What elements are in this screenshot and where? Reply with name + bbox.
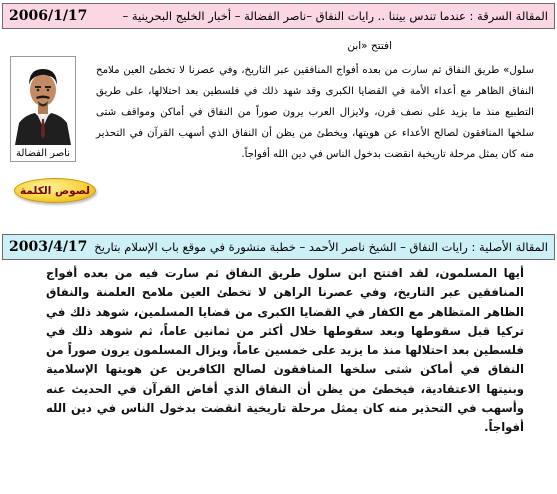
bottom-header-bar [2,234,555,260]
word-thieves-badge[interactable]: لصوص الكلمة [14,178,96,203]
bottom-header-date: 2003/4/17 [9,239,88,255]
original-article-text: أيها المسلمون، لقد افتتح ابن سلول طريق النفاق ثم سارت فيه من بعده أفواج المنافقين عبر التاريخ، وفي عصرنا الراهن لا تخطئ العين ملامح العلمنة والنفاق الظاهر المتظاهر مع الكفار في القضايا الكبرى من قضايا المسلمين، شوهد ذلك في تركيا قبل سقوطها وبعد سقوطها خلال أكثر من ثمانين عاماً، ثم شوهد ذلك في فلسطين بعد احتلالها منذ ما يزيد على خمسين عاماً، ويزال المسلمون يرون صوراً من النفاق في أماكن شتى سلخها المنافقون لصالح الكافرين عن هويتها الإسلامية وبنيتها الاعتقادية، فيخطئ من يظن أن النفاق الذي أفاض القرآن في الحديث عنه وأسهب في التحذير منه كان يمثل مرحلة تاريخية انقضت بدخول الناس في دين الله أفواجاً. [46,266,524,435]
bottom-header-title: المقالة الأصلية : رايات النفاق – الشيخ ناصر الأحمد – خطبة منشورة في موقع باب الإسلام بتاريخ [94,240,548,254]
author-photo [10,56,76,162]
top-header-bar [2,3,555,29]
top-header-title: المقالة السرقة : عندما تندس بيننا .. رايات النفاق –ناصر الفضالة – أخبار الخليج البحرينية – [122,9,548,23]
excerpt-intro: افتتح «ابن [347,40,392,52]
top-header-date: 2006/1/17 [9,8,88,24]
person-portrait-icon [11,57,75,145]
author-caption: ناصر الفضالة [15,148,71,159]
plagiarized-excerpt: سلول» طريق النفاق ثم سارت من بعده أفواج المنافقين عبر التاريخ، وفي عصرنا لا تخطئ العين ملامح النفاق الظاهر مع أعداء الأمة في القضايا الكبرى وقد شهد ذلك في فلسطين بعد احتلالها، على طريق التطبيع منذ ما يزيد على نصف قرن، ولايزال العرب يرون صوراً من النفاق في أماكن ومواقف شتى سلخها المنافقون لصالح الأعداء عن هويتها، ويخطئ من يظن أن النفاق الذي أسهب القرآن في التحذير منه كان يمثل مرحلة تاريخية انقضت بدخول الناس في دين الله أفواجاً. [96,65,534,160]
